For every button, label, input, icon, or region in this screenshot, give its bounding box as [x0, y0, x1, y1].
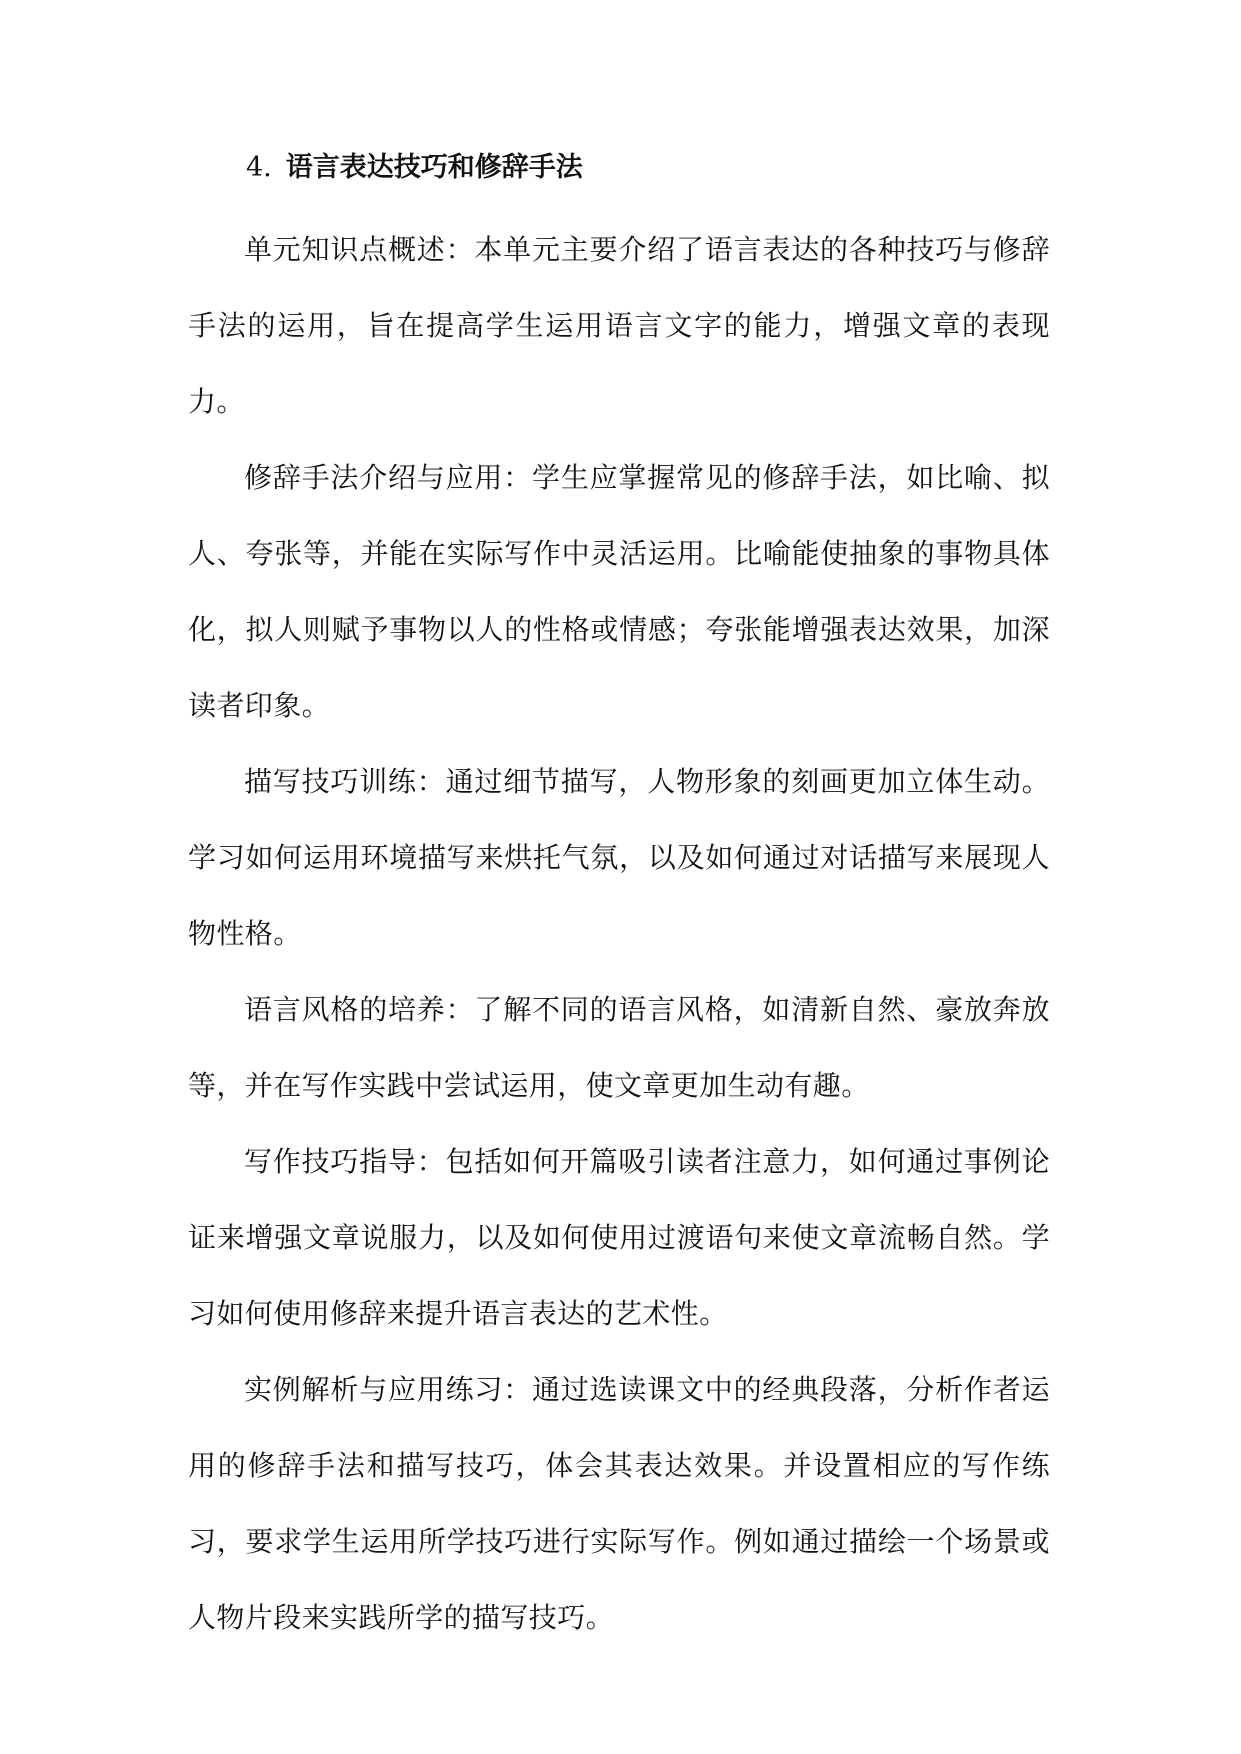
paragraph-text: 通过选读课文中的经典段落，分析作者运用的修辞手法和描写技巧，体会其表达效果。并设置相应的写作练习，要求学生运用所学技巧进行实际写作。例如通过描绘一个场景或人物片段来实践所学的描写技巧。 — [188, 1373, 1051, 1634]
document-body — [188, 212, 1050, 1656]
section-number: 4. — [246, 152, 272, 183]
paragraph-examples-practice: 实例解析与应用练习：通过选读课文中的经典段落，分析作者运用的修辞手法和描写技巧，体会其表达效果。并设置相应的写作练习，要求学生运用所学技巧进行实际写作。例如通过描绘一个场景或人物片段来实践所学的描写技巧。 — [188, 1373, 1051, 1634]
section-title: 语言表达技巧和修辞手法 — [285, 152, 583, 183]
paragraph-description-skills: 描写技巧训练：通过细节描写，人物形象的刻画更加立体生动。学习如何运用环境描写来烘托气氛，以及如何通过对话描写来展现人物性格。 — [188, 765, 1050, 950]
paragraph-text: 通过细节描写，人物形象的刻画更加立体生动。学习如何运用环境描写来烘托气氛，以及如何通过对话描写来展现人物性格。 — [188, 765, 1050, 950]
paragraph-overview: 单元知识点概述：本单元主要介绍了语言表达的各种技巧与修辞手法的运用，旨在提高学生运用语言文字的能力，增强文章的表现力。 — [188, 233, 1050, 418]
paragraph-label: 描写技巧训练 — [244, 765, 417, 798]
paragraph-rhetoric: 修辞手法介绍与应用：学生应掌握常见的修辞手法，如比喻、拟人、夸张等，并能在实际写作中灵活运用。比喻能使抽象的事物具体化，拟人则赋予事物以人的性格或情感；夸张能增强表达效果，加深读者印象。 — [188, 461, 1051, 722]
paragraph-text: 学生应掌握常见的修辞手法，如比喻、拟人、夸张等，并能在实际写作中灵活运用。比喻能使抽象的事物具体化，拟人则赋予事物以人的性格或情感；夸张能增强表达效果，加深读者印象。 — [188, 461, 1051, 722]
paragraph-label: 写作技巧指导 — [244, 1145, 417, 1178]
paragraph-label: 实例解析与应用练习 — [244, 1373, 504, 1406]
section-heading — [246, 148, 583, 188]
paragraph-language-style: 语言风格的培养：了解不同的语言风格，如清新自然、豪放奔放等，并在写作实践中尝试运用，使文章更加生动有趣。 — [188, 993, 1050, 1102]
paragraph-writing-guidance: 写作技巧指导：包括如何开篇吸引读者注意力，如何通过事例论证来增强文章说服力，以及如何使用过渡语句来使文章流畅自然。学习如何使用修辞来提升语言表达的艺术性。 — [188, 1145, 1050, 1330]
paragraph-text: 了解不同的语言风格，如清新自然、豪放奔放等，并在写作实践中尝试运用，使文章更加生动有趣。 — [188, 993, 1050, 1102]
paragraph-label: 修辞手法介绍与应用 — [244, 461, 504, 494]
paragraph-text: 包括如何开篇吸引读者注意力，如何通过事例论证来增强文章说服力，以及如何使用过渡语句来使文章流畅自然。学习如何使用修辞来提升语言表达的艺术性。 — [188, 1145, 1050, 1330]
paragraph-label: 单元知识点概述 — [244, 233, 446, 266]
paragraph-text: 本单元主要介绍了语言表达的各种技巧与修辞手法的运用，旨在提高学生运用语言文字的能力，增强文章的表现力。 — [188, 233, 1050, 418]
paragraph-label: 语言风格的培养 — [244, 993, 446, 1026]
